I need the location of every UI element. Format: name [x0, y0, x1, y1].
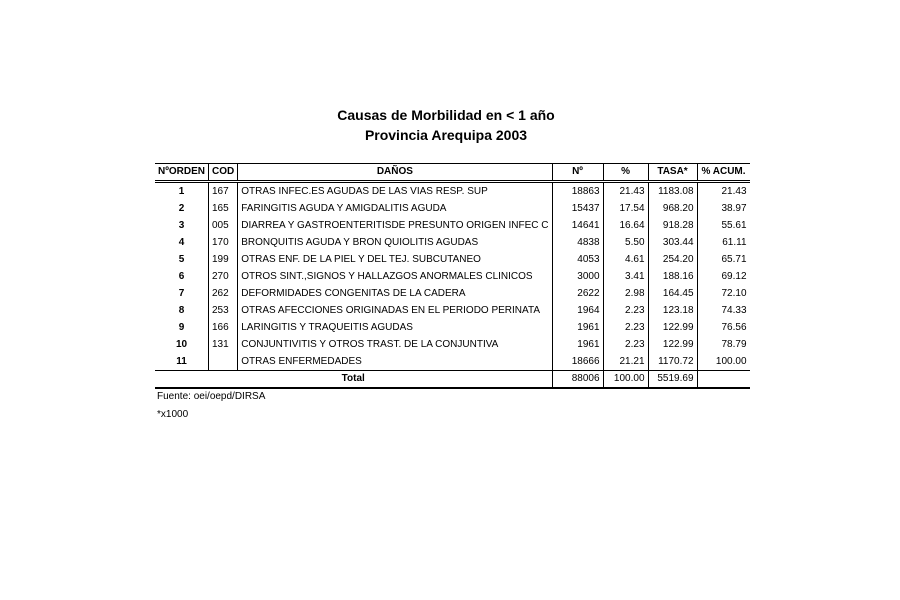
cell-cod: 131: [209, 336, 238, 353]
scale-note: *x1000: [157, 409, 189, 420]
cell-orden: 5: [178, 254, 185, 265]
cell-acum: 55.61: [697, 217, 750, 234]
cell-acum: 76.56: [697, 319, 750, 336]
total-row: [155, 371, 750, 389]
cell-acum: 100.00: [697, 353, 750, 371]
cell-pct: 17.54: [603, 200, 648, 217]
cell-n: 3000: [552, 268, 603, 285]
cell-danos: DEFORMIDADES CONGENITAS DE LA CADERA: [238, 285, 552, 302]
cell-cod: [209, 353, 238, 371]
table-row: [155, 234, 750, 251]
cell-pct: 2.98: [603, 285, 648, 302]
cell-n: 18666: [552, 353, 603, 371]
cell-pct: 5.50: [603, 234, 648, 251]
cell-acum: 78.79: [697, 336, 750, 353]
cell-pct: 2.23: [603, 336, 648, 353]
cell-tasa: 303.44: [648, 234, 697, 251]
cell-n: 15437: [552, 200, 603, 217]
total-acum: [697, 371, 750, 389]
cell-pct: 2.23: [603, 319, 648, 336]
cell-cod: 005: [209, 217, 238, 234]
total-n: 88006: [552, 371, 603, 389]
cell-danos: LARINGITIS Y TRAQUEITIS AGUDAS: [238, 319, 552, 336]
cell-tasa: 1170.72: [648, 353, 697, 371]
table-row: [155, 336, 750, 353]
table-row: [155, 182, 750, 201]
cell-orden: 4: [178, 237, 185, 248]
cell-acum: 74.33: [697, 302, 750, 319]
cell-cod: 199: [209, 251, 238, 268]
cell-orden: 2: [178, 203, 185, 214]
cell-n: 4053: [552, 251, 603, 268]
cell-tasa: 968.20: [648, 200, 697, 217]
cell-orden: 8: [178, 305, 185, 316]
col-header-cod: COD: [209, 164, 238, 182]
cell-n: 4838: [552, 234, 603, 251]
cell-acum: 69.12: [697, 268, 750, 285]
cell-danos: OTROS SINT.,SIGNOS Y HALLAZGOS ANORMALES CLINICOS: [238, 268, 552, 285]
cell-n: 2622: [552, 285, 603, 302]
cell-pct: 21.43: [603, 182, 648, 201]
morbidity-table: [155, 163, 750, 389]
cell-n: 1964: [552, 302, 603, 319]
cell-orden: 6: [178, 271, 185, 282]
cell-tasa: 254.20: [648, 251, 697, 268]
cell-n: 1961: [552, 319, 603, 336]
cell-acum: 61.11: [697, 234, 750, 251]
table-row: [155, 200, 750, 217]
col-header-pct: %: [603, 164, 648, 182]
cell-cod: 166: [209, 319, 238, 336]
col-header-orden: NºORDEN: [155, 164, 209, 182]
cell-tasa: 122.99: [648, 319, 697, 336]
col-header-tasa: TASA*: [648, 164, 697, 182]
cell-danos: OTRAS INFEC.ES AGUDAS DE LAS VIAS RESP. SUP: [238, 182, 552, 201]
cell-pct: 21.21: [603, 353, 648, 371]
cell-acum: 72.10: [697, 285, 750, 302]
cell-acum: 65.71: [697, 251, 750, 268]
cell-cod: 253: [209, 302, 238, 319]
total-label: Total: [155, 371, 552, 389]
cell-danos: OTRAS ENF. DE LA PIEL Y DEL TEJ. SUBCUTANEO: [238, 251, 552, 268]
cell-n: 1961: [552, 336, 603, 353]
cell-n: 18863: [552, 182, 603, 201]
cell-tasa: 188.16: [648, 268, 697, 285]
cell-orden: 7: [178, 288, 185, 299]
total-pct: 100.00: [603, 371, 648, 389]
cell-pct: 2.23: [603, 302, 648, 319]
cell-cod: 170: [209, 234, 238, 251]
cell-tasa: 122.99: [648, 336, 697, 353]
cell-orden: 9: [178, 322, 185, 333]
page-subtitle: Provincia Arequipa 2003: [364, 127, 528, 143]
table-row: [155, 319, 750, 336]
cell-cod: 167: [209, 182, 238, 201]
col-header-n: Nº: [552, 164, 603, 182]
table-header-row: [155, 164, 750, 182]
cell-danos: BRONQUITIS AGUDA Y BRON QUIOLITIS AGUDAS: [238, 234, 552, 251]
cell-orden: 1: [178, 186, 185, 197]
cell-pct: 3.41: [603, 268, 648, 285]
cell-danos: FARINGITIS AGUDA Y AMIGDALITIS AGUDA: [238, 200, 552, 217]
col-header-acum: % ACUM.: [697, 164, 750, 182]
table-row: [155, 217, 750, 234]
cell-n: 14641: [552, 217, 603, 234]
cell-pct: 16.64: [603, 217, 648, 234]
table-row: [155, 353, 750, 371]
cell-pct: 4.61: [603, 251, 648, 268]
cell-danos: DIARREA Y GASTROENTERITISDE PRESUNTO ORIGEN INFEC C: [238, 217, 552, 234]
total-tasa: 5519.69: [648, 371, 697, 389]
cell-tasa: 123.18: [648, 302, 697, 319]
cell-acum: 21.43: [697, 182, 750, 201]
table-row: [155, 251, 750, 268]
cell-cod: 270: [209, 268, 238, 285]
col-header-danos: DAÑOS: [238, 164, 552, 182]
cell-danos: OTRAS AFECCIONES ORIGINADAS EN EL PERIODO PERINATA: [238, 302, 552, 319]
cell-acum: 38.97: [697, 200, 750, 217]
page-title: Causas de Morbilidad en < 1 año: [337, 107, 555, 123]
cell-orden: 11: [176, 356, 187, 367]
cell-danos: CONJUNTIVITIS Y OTROS TRAST. DE LA CONJUNTIVA: [238, 336, 552, 353]
table-row: [155, 302, 750, 319]
cell-cod: 262: [209, 285, 238, 302]
table-row: [155, 268, 750, 285]
cell-danos: OTRAS ENFERMEDADES: [238, 353, 552, 371]
cell-cod: 165: [209, 200, 238, 217]
cell-orden: 10: [175, 339, 188, 350]
cell-tasa: 1183.08: [648, 182, 697, 201]
cell-orden: 3: [178, 220, 185, 231]
cell-tasa: 164.45: [648, 285, 697, 302]
table-row: [155, 285, 750, 302]
source-note: Fuente: oei/oepd/DIRSA: [157, 391, 266, 402]
cell-tasa: 918.28: [648, 217, 697, 234]
